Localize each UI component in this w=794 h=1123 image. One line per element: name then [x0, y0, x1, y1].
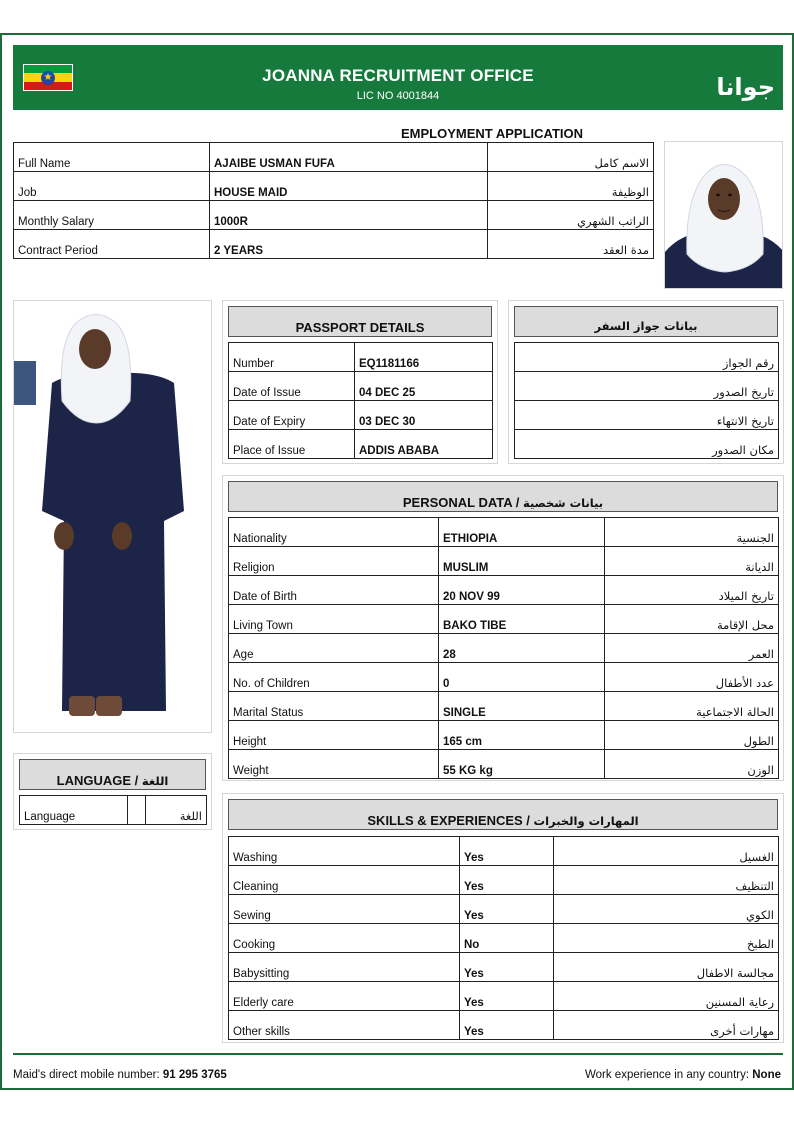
passport-arabic-heading: بيانات جواز السفر [514, 306, 778, 337]
main-info-row [14, 201, 654, 230]
mobile-number: Maid's direct mobile number: 91 295 3765 [13, 1069, 227, 1081]
skill-label: Sewing [229, 895, 460, 924]
passport-label-arabic: تاريخ الصدور [515, 372, 779, 401]
personal-row [229, 605, 779, 634]
skill-label-arabic: الكوي [554, 895, 779, 924]
personal-label-arabic: محل الإقامة [605, 605, 779, 634]
portrait-photo [664, 141, 783, 289]
personal-row [229, 750, 779, 779]
passport-label: Date of Issue [229, 372, 355, 401]
language-value [128, 796, 146, 825]
personal-label: Religion [229, 547, 439, 576]
main-info-table [13, 142, 654, 259]
personal-value: 165 cm [439, 721, 605, 750]
main-info-row [14, 230, 654, 259]
full-body-photo [13, 300, 212, 733]
ethiopia-flag-icon: ★ [23, 64, 73, 91]
personal-label-arabic: تاريخ الميلاد [605, 576, 779, 605]
passport-row [229, 372, 493, 401]
header-banner [13, 45, 783, 110]
skill-value: Yes [460, 1011, 554, 1040]
personal-label: Date of Birth [229, 576, 439, 605]
passport-arabic-row [515, 430, 779, 459]
passport-label: Place of Issue [229, 430, 355, 459]
passport-value: 04 DEC 25 [355, 372, 493, 401]
passport-value: 03 DEC 30 [355, 401, 493, 430]
field-value: 2 YEARS [210, 230, 488, 259]
skill-label: Cleaning [229, 866, 460, 895]
passport-label-arabic: مكان الصدور [515, 430, 779, 459]
skill-label: Elderly care [229, 982, 460, 1011]
passport-label-arabic: تاريخ الانتهاء [515, 401, 779, 430]
field-value: AJAIBE USMAN FUFA [210, 143, 488, 172]
field-label-arabic: الوظيفة [488, 172, 654, 201]
field-value: 1000R [210, 201, 488, 230]
personal-row [229, 634, 779, 663]
skill-value: Yes [460, 837, 554, 866]
skill-label-arabic: مجالسة الاطفال [554, 953, 779, 982]
personal-label: Living Town [229, 605, 439, 634]
personal-row [229, 547, 779, 576]
personal-value: 20 NOV 99 [439, 576, 605, 605]
skill-value: Yes [460, 895, 554, 924]
passport-row [229, 343, 493, 372]
skill-row [229, 1011, 779, 1040]
personal-label-arabic: الطول [605, 721, 779, 750]
personal-label-arabic: الحالة الاجتماعية [605, 692, 779, 721]
field-label: Job [14, 172, 210, 201]
personal-row [229, 721, 779, 750]
skill-row [229, 924, 779, 953]
skills-heading: SKILLS & EXPERIENCES / المهارات والخبرات [228, 799, 778, 830]
personal-label: Height [229, 721, 439, 750]
language-label: Language [20, 796, 128, 825]
field-label-arabic: الراتب الشهري [488, 201, 654, 230]
personal-label-arabic: الوزن [605, 750, 779, 779]
field-value: HOUSE MAID [210, 172, 488, 201]
personal-value: 55 KG kg [439, 750, 605, 779]
passport-label: Date of Expiry [229, 401, 355, 430]
passport-arabic-row [515, 372, 779, 401]
skill-label-arabic: الغسيل [554, 837, 779, 866]
skill-label-arabic: مهارات أخرى [554, 1011, 779, 1040]
skills-table [228, 836, 779, 1040]
language-heading: LANGUAGE / اللغة [19, 759, 206, 790]
personal-label: Nationality [229, 518, 439, 547]
work-experience: Work experience in any country: None [584, 1069, 781, 1081]
skill-label-arabic: الطبخ [554, 924, 779, 953]
license-number: LIC NO 4001844 [356, 90, 440, 102]
personal-value: MUSLIM [439, 547, 605, 576]
personal-heading: PERSONAL DATA / بيانات شخصية [228, 481, 778, 512]
skill-label: Washing [229, 837, 460, 866]
personal-value: ETHIOPIA [439, 518, 605, 547]
personal-row [229, 692, 779, 721]
personal-label-arabic: العمر [605, 634, 779, 663]
passport-table [228, 342, 493, 459]
skill-row [229, 837, 779, 866]
personal-label-arabic: عدد الأطفال [605, 663, 779, 692]
passport-value: EQ1181166 [355, 343, 493, 372]
personal-row [229, 518, 779, 547]
skill-row [229, 895, 779, 924]
personal-row [229, 663, 779, 692]
field-label: Monthly Salary [14, 201, 210, 230]
personal-value: BAKO TIBE [439, 605, 605, 634]
skill-value: Yes [460, 953, 554, 982]
passport-row [229, 401, 493, 430]
passport-arabic-row [515, 343, 779, 372]
personal-label: Age [229, 634, 439, 663]
skill-label-arabic: رعاية المسنين [554, 982, 779, 1011]
skill-row [229, 866, 779, 895]
personal-value: 28 [439, 634, 605, 663]
skill-row [229, 982, 779, 1011]
language-label-arabic: اللغة [146, 796, 207, 825]
office-name: JOANNA RECRUITMENT OFFICE [262, 66, 534, 85]
personal-label: Weight [229, 750, 439, 779]
skill-label: Other skills [229, 1011, 460, 1040]
skill-row [229, 953, 779, 982]
skill-value: Yes [460, 866, 554, 895]
personal-value: SINGLE [439, 692, 605, 721]
form-title: EMPLOYMENT APPLICATION [401, 126, 583, 141]
footer-divider [13, 1053, 783, 1055]
language-row [20, 796, 207, 825]
passport-label-arabic: رقم الجواز [515, 343, 779, 372]
main-info-row [14, 143, 654, 172]
passport-row [229, 430, 493, 459]
field-label-arabic: مدة العقد [488, 230, 654, 259]
passport-heading: PASSPORT DETAILS [228, 306, 492, 337]
skill-label: Cooking [229, 924, 460, 953]
skill-label-arabic: التنظيف [554, 866, 779, 895]
field-label-arabic: الاسم كامل [488, 143, 654, 172]
personal-table [228, 517, 779, 779]
skill-value: No [460, 924, 554, 953]
skill-label: Babysitting [229, 953, 460, 982]
passport-arabic-table [514, 342, 779, 459]
passport-label: Number [229, 343, 355, 372]
field-label: Full Name [14, 143, 210, 172]
passport-arabic-row [515, 401, 779, 430]
personal-value: 0 [439, 663, 605, 692]
passport-value: ADDIS ABABA [355, 430, 493, 459]
personal-label: No. of Children [229, 663, 439, 692]
language-table [19, 795, 207, 825]
personal-label: Marital Status [229, 692, 439, 721]
office-name-arabic: جوانا [716, 73, 775, 101]
personal-row [229, 576, 779, 605]
main-info-row [14, 172, 654, 201]
application-page [0, 33, 794, 1090]
personal-label-arabic: الجنسية [605, 518, 779, 547]
skill-value: Yes [460, 982, 554, 1011]
personal-label-arabic: الديانة [605, 547, 779, 576]
field-label: Contract Period [14, 230, 210, 259]
